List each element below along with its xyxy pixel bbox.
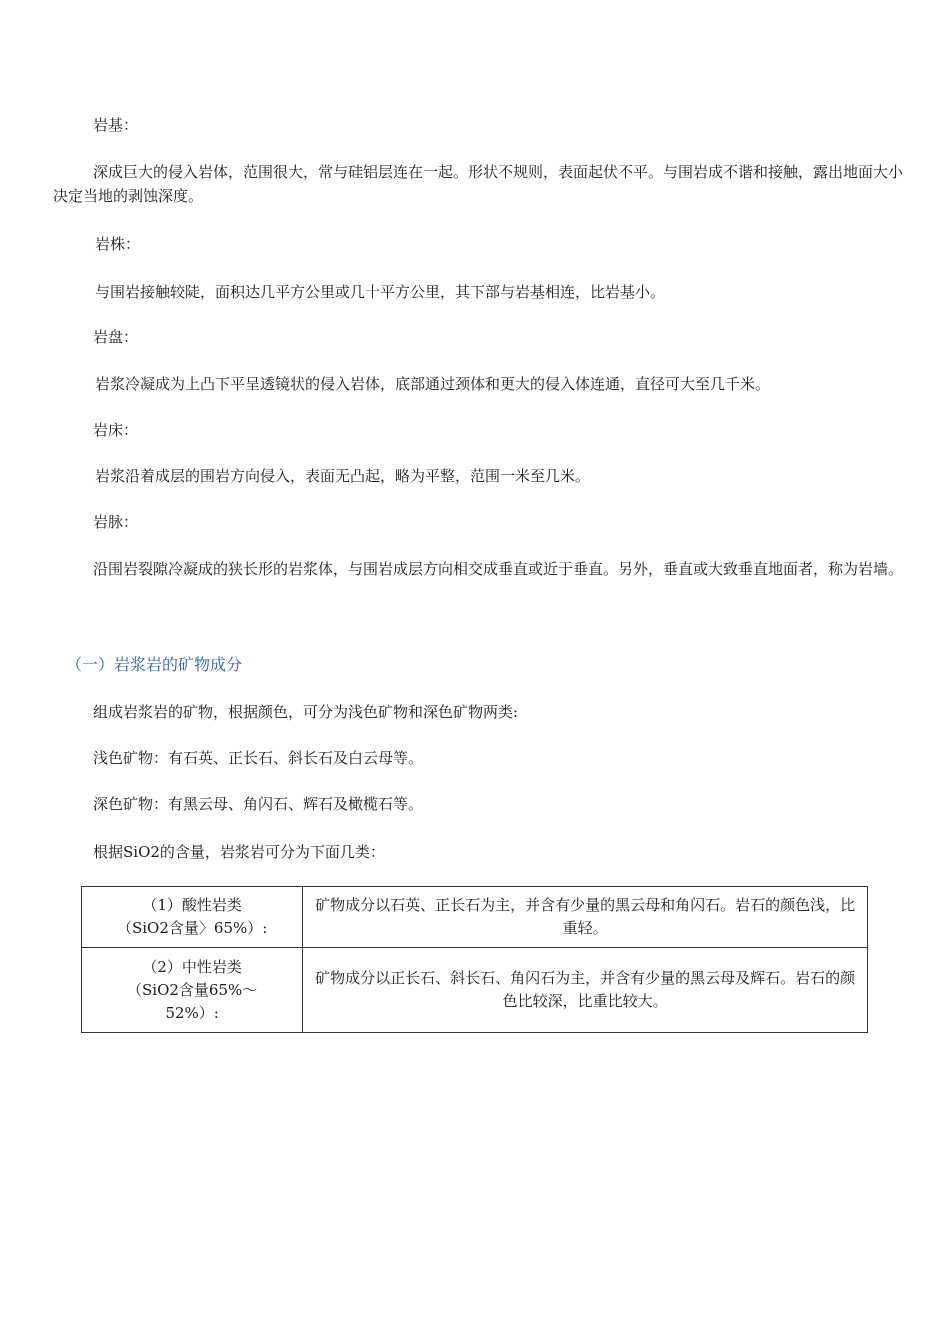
type-line: （2）中性岩类	[142, 957, 242, 976]
mineral-heading: （一）岩浆岩的矿物成分	[66, 655, 243, 674]
light-minerals: 浅色矿物：有石英、正长石、斜长石及白云母等。	[93, 749, 424, 767]
type-line: （1）酸性岩类	[142, 896, 242, 914]
desc-cell: 矿物成分以正长石、斜长石、角闪石为主，并含有少量的黑云母及辉石。岩石的颜色比较深，比重比较大。	[303, 948, 868, 1033]
type-cell	[82, 887, 303, 948]
table-row	[82, 887, 868, 948]
batholith-title: 岩基：	[93, 116, 139, 134]
stock-title: 岩株：	[95, 235, 141, 253]
dike-title: 岩脉：	[93, 513, 139, 531]
table-row	[82, 948, 868, 1033]
rock-type-table	[81, 886, 868, 1033]
laccolith-desc: 岩浆冷凝成为上凸下平呈透镜状的侵入岩体，底部通过颈体和更大的侵入体连通，直径可大至几千米。	[95, 375, 771, 393]
sio2-intro: 根据SiO2的含量，岩浆岩可分为下面几类：	[93, 843, 385, 861]
dike-desc: 沿围岩裂隙冷凝成的狭长形的岩浆体，与围岩成层方向相交成垂直或近于垂直。另外，垂直或大致垂直地面者，称为岩墙。	[93, 560, 904, 578]
type-line: （SiO2含量〉65%）:	[116, 919, 268, 937]
desc-cell: 矿物成分以石英、正长石为主，并含有少量的黑云母和角闪石。岩石的颜色浅，比重轻。	[303, 887, 868, 948]
type-line: （SiO2含量65%～	[127, 980, 258, 999]
type-cell	[82, 948, 303, 1033]
sill-title: 岩床：	[93, 421, 139, 439]
stock-desc: 与围岩接触较陡，面积达几平方公里或几十平方公里，其下部与岩基相连，比岩基小。	[95, 283, 666, 301]
type-line: 52%）:	[165, 1003, 219, 1022]
sill-desc: 岩浆沿着成层的围岩方向侵入，表面无凸起，略为平整，范围一米至几米。	[95, 467, 591, 485]
laccolith-title: 岩盘：	[93, 328, 139, 346]
mineral-intro: 组成岩浆岩的矿物，根据颜色，可分为浅色矿物和深色矿物两类:	[93, 703, 519, 721]
batholith-desc: 深成巨大的侵入岩体，范围很大，常与硅铝层连在一起。形状不规则，表面起伏不平。与围岩成不谐和接触，露出地面大小决定当地的剥蚀深度。	[53, 163, 904, 205]
dark-minerals: 深色矿物：有黑云母、角闪石、辉石及橄榄石等。	[93, 795, 424, 813]
